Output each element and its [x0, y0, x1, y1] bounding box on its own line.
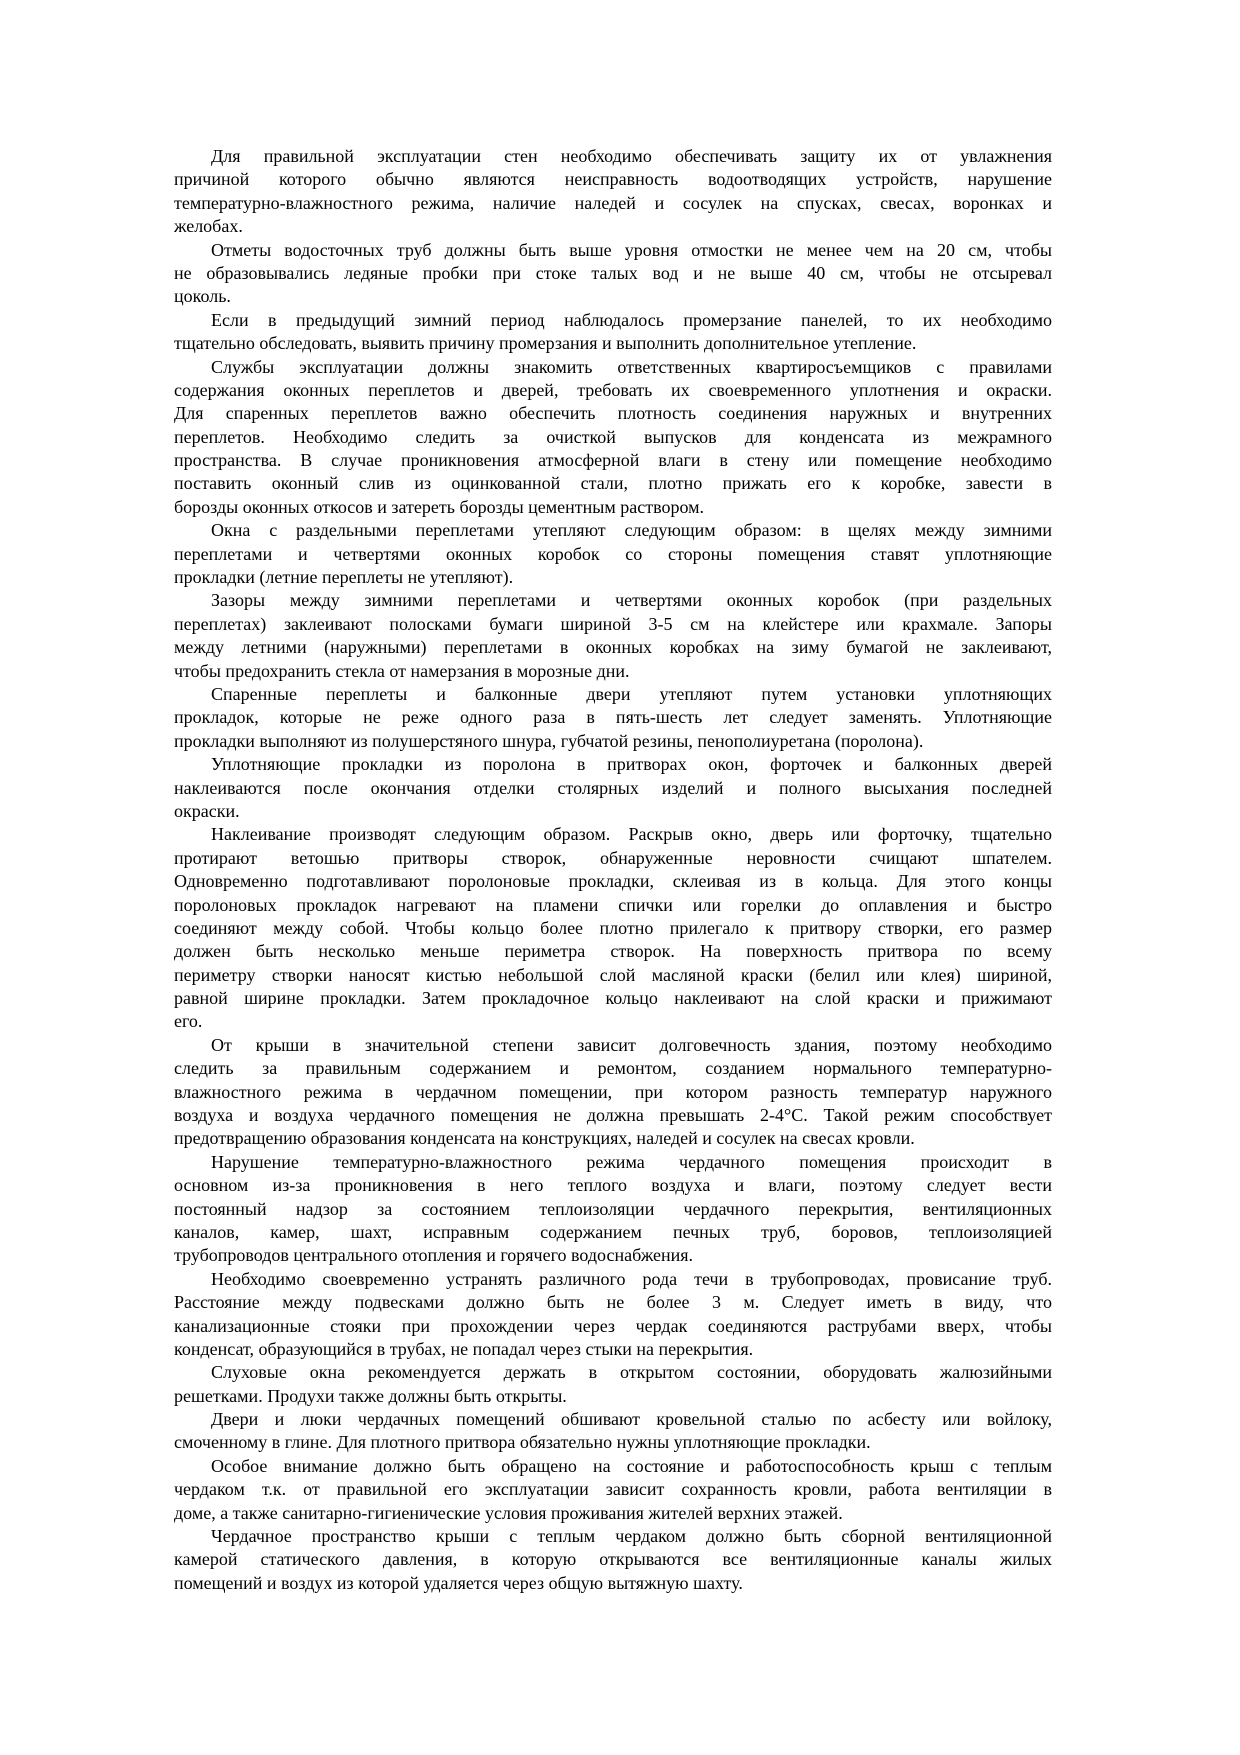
text-line: доме, а также санитарно-гигиенические условия проживания жителей верхних этажей. — [174, 1502, 843, 1523]
text-line: поролоновых прокладок нагревают на пламени спички или горелки до оплавления и быстро — [174, 894, 1052, 915]
paragraph — [174, 1455, 1052, 1525]
text-line: решетками. Продухи также должны быть открыты. — [174, 1385, 567, 1406]
text-line: переплетами и четвертями оконных коробок со стороны помещения ставят уплотняющие — [174, 543, 1052, 564]
text-line: трубопроводов центрального отопления и горячего водоснабжения. — [174, 1245, 694, 1266]
text-line: Наклеивание производят следующим образом. Раскрыв окно, дверь или форточку, тщательно — [211, 824, 1052, 845]
text-line: Окна с раздельными переплетами утепляют следующим образом: в щелях между зимними — [211, 520, 1052, 541]
text-line: Слуховые окна рекомендуется держать в открытом состоянии, оборудовать жалюзийными — [211, 1362, 1052, 1383]
text-line: поставить оконный слив из оцинкованной стали, плотно прижать его к коробке, завести в — [174, 473, 1052, 494]
text-line: соединяют между собой. Чтобы кольцо более плотно прилегало к притвору створки, его размер — [174, 917, 1052, 938]
text-line: постоянный надзор за состоянием теплоизоляции чердачного перекрытия, вентиляционных — [174, 1198, 1052, 1219]
text-line: Спаренные переплеты и балконные двери утепляют путем установки уплотняющих — [211, 683, 1052, 704]
text-line: Двери и люки чердачных помещений обшивают кровельной сталью по асбесту или войлоку, — [211, 1409, 1052, 1430]
text-line: пространства. В случае проникновения атмосферной влаги в стену или помещение необходимо — [174, 450, 1052, 471]
text-line: Если в предыдущий зимний период наблюдалось промерзание панелей, то их необходимо — [211, 309, 1052, 330]
text-line: Расстояние между подвесками должно быть не более 3 м. Следует иметь в виду, что — [174, 1292, 1052, 1313]
paragraph — [174, 1408, 1052, 1455]
text-line: его. — [174, 1011, 203, 1032]
text-line: между летними (наружными) переплетами в оконных коробках на зиму бумагой не заклеивают, — [174, 637, 1052, 658]
text-line: содержания оконных переплетов и дверей, требовать их своевременного уплотнения и окраски. — [174, 379, 1052, 400]
paragraph — [174, 145, 1052, 239]
text-column — [174, 145, 1052, 1595]
text-line: камерой статического давления, в которую открываются все вентиляционные каналы жилых — [174, 1549, 1052, 1570]
text-line: Для правильной эксплуатации стен необходимо обеспечивать защиту их от увлажнения — [211, 146, 1052, 166]
text-line: причиной которого обычно являются неисправность водоотводящих устройств, нарушение — [174, 169, 1052, 190]
text-line: Нарушение температурно-влажностного режима чердачного помещения происходит в — [211, 1151, 1052, 1172]
paragraph — [174, 309, 1052, 356]
text-line: Уплотняющие прокладки из поролона в притворах окон, форточек и балконных дверей — [211, 754, 1052, 775]
text-line: канализационные стояки при прохождении через чердак соединяются раструбами вверх, чтобы — [174, 1315, 1052, 1336]
text-line: цоколь. — [174, 286, 231, 307]
text-line: конденсат, образующийся в трубах, не попадал через стыки на перекрытия. — [174, 1338, 754, 1359]
text-line: помещений и воздух из которой удаляется через общую вытяжную шахту. — [174, 1572, 743, 1593]
paragraph — [174, 1151, 1052, 1268]
text-line: периметру створки наносят кистью небольшой слой масляной краски (белил или клея) шириной, — [174, 964, 1052, 985]
text-line: равной ширине прокладки. Затем прокладочное кольцо наклеивают на слой краски и прижимают — [174, 988, 1052, 1009]
text-line: Для спаренных переплетов важно обеспечить плотность соединения наружных и внутренних — [174, 403, 1052, 424]
text-line: желобах. — [174, 216, 243, 237]
text-line: предотвращению образования конденсата на конструкциях, наледей и сосулек на свесах кровли. — [174, 1128, 915, 1149]
text-line: переплетов. Необходимо следить за очисткой выпусков для конденсата из межрамного — [174, 426, 1052, 447]
text-line: Отметы водосточных труб должны быть выше уровня отмостки не менее чем на 20 см, чтобы — [211, 239, 1052, 260]
text-line: чтобы предохранить стекла от намерзания в морозные дни. — [174, 660, 630, 681]
text-line: влажностного режима в чердачном помещении, при котором разность температур наружного — [174, 1081, 1052, 1102]
text-line: прокладки выполняют из полушерстяного шнура, губчатой резины, пенополиуретана (поролона). — [174, 730, 924, 751]
text-line: Чердачное пространство крыши с теплым чердаком должно быть сборной вентиляционной — [211, 1526, 1052, 1547]
paragraph — [174, 1034, 1052, 1151]
paragraph — [174, 239, 1052, 309]
paragraph — [174, 1268, 1052, 1362]
paragraph — [174, 683, 1052, 753]
text-line: борозды оконных откосов и затереть борозды цементным раствором. — [174, 496, 705, 517]
text-line: должен быть несколько меньше периметра створок. На поверхность притвора по всему — [174, 941, 1052, 962]
text-line: Зазоры между зимними переплетами и четвертями оконных коробок (при раздельных — [211, 590, 1052, 611]
paragraph — [174, 1361, 1052, 1408]
text-line: тщательно обследовать, выявить причину промерзания и выполнить дополнительное утепление. — [174, 333, 917, 354]
text-line: окраски. — [174, 800, 240, 821]
paragraph — [174, 753, 1052, 823]
paragraph — [174, 589, 1052, 683]
text-line: основном из-за проникновения в него теплого воздуха и влаги, поэтому следует вести — [174, 1175, 1052, 1196]
text-line: Одновременно подготавливают поролоновые прокладки, склеивая из в кольца. Для этого концы — [174, 871, 1052, 892]
text-line: каналов, камер, шахт, исправным содержанием печных труб, боровов, теплоизоляцией — [174, 1221, 1052, 1242]
paragraph — [174, 1525, 1052, 1595]
text-line: Особое внимание должно быть обращено на состояние и работоспособность крыш с теплым — [211, 1455, 1052, 1476]
text-line: чердаком т.к. от правильной его эксплуатации зависит сохранность кровли, работа вентиляции в — [174, 1479, 1052, 1500]
text-line: протирают ветошью притворы створок, обнаруженные неровности счищают шпателем. — [174, 847, 1052, 868]
text-line: следить за правильным содержанием и ремонтом, созданием нормального температурно- — [174, 1058, 1052, 1079]
paragraph — [174, 356, 1052, 520]
text-line: От крыши в значительной степени зависит долговечность здания, поэтому необходимо — [211, 1034, 1052, 1055]
text-line: смоченному в глине. Для плотного притвора обязательно нужны уплотняющие прокладки. — [174, 1432, 871, 1453]
text-line: прокладок, которые не реже одного раза в пять-шесть лет следует заменять. Уплотняющие — [174, 707, 1052, 728]
text-line: наклеиваются после окончания отделки столярных изделий и полного высыхания последней — [174, 777, 1052, 798]
paragraph — [174, 519, 1052, 589]
text-line: температурно-влажностного режима, наличие наледей и сосулек на спусках, свесах, воронках и — [174, 192, 1052, 213]
text-line: не образовывались ледяные пробки при стоке талых вод и не выше 40 см, чтобы не отсыревал — [174, 262, 1052, 283]
text-line: Службы эксплуатации должны знакомить ответственных квартиросъемщиков с правилами — [211, 356, 1052, 377]
text-line: Необходимо своевременно устранять различного рода течи в трубопроводах, провисание труб. — [211, 1268, 1052, 1289]
text-line: воздуха и воздуха чердачного помещения не должна превышать 2-4°С. Такой режим способствует — [174, 1105, 1052, 1126]
paragraph — [174, 823, 1052, 1034]
text-line: переплетах) заклеивают полосками бумаги шириной 3-5 см на клейстере или крахмале. Запоры — [174, 613, 1052, 634]
text-line: прокладки (летние переплеты не утепляют). — [174, 567, 514, 588]
